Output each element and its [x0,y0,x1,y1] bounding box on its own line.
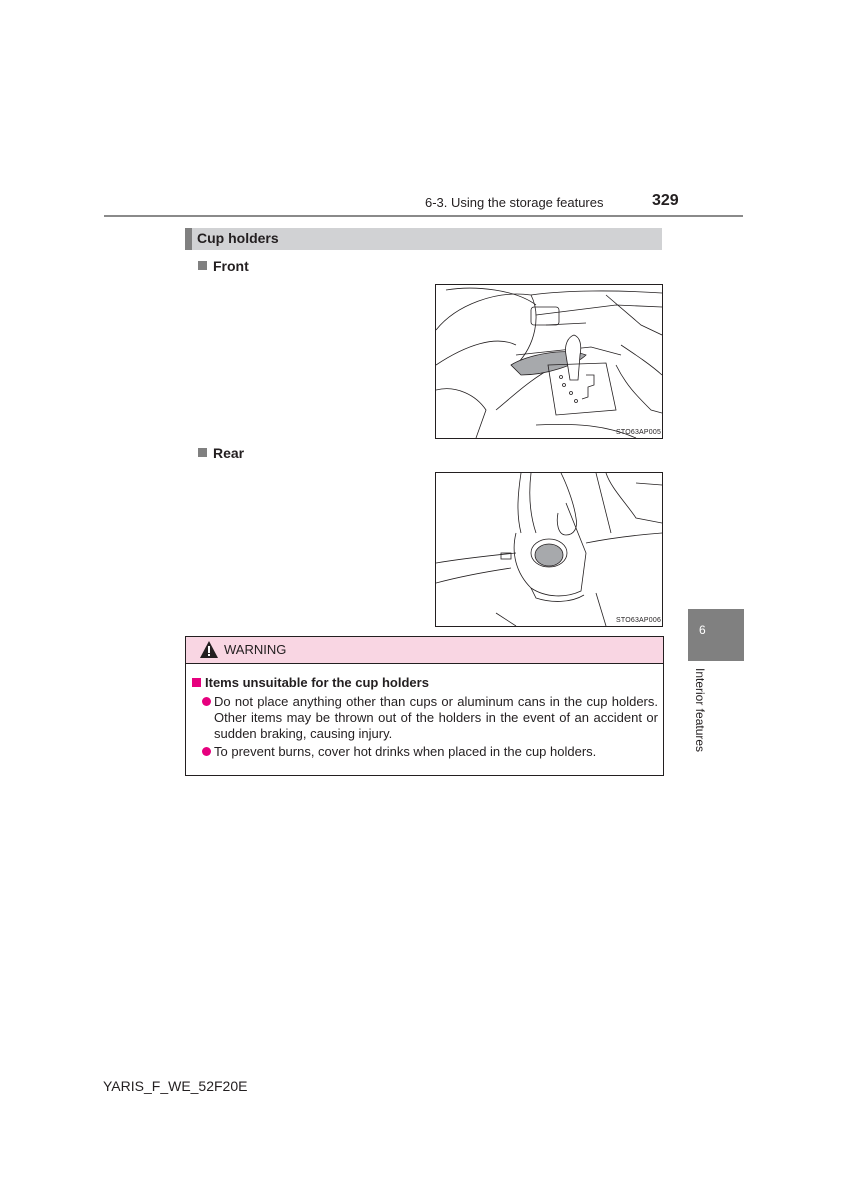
chapter-label: Interior features [693,668,707,753]
front-figure-code: STO63AP005 [616,429,662,436]
subheading-front-label: Front [213,258,249,274]
warning-bullet-text: To prevent burns, cover hot drinks when placed in the cup holders. [214,744,597,759]
warning-box [185,636,664,776]
section-title-bar [185,228,662,250]
footer-code: YARIS_F_WE_52F20E [103,1078,248,1094]
warning-bullet-text: Do not place anything other than cups or aluminum cans in the cup holders. Other items may be thrown out of the holders in the event of an accident or sudden braking, causing injury. [214,694,658,741]
square-bullet-icon [198,261,207,270]
header-divider [104,215,743,217]
magenta-square-icon [192,678,201,687]
chapter-tab[interactable] [688,609,744,661]
subheading-rear-label: Rear [213,445,245,461]
warning-triangle-icon [200,641,218,658]
page-number: 329 [652,192,679,209]
rear-cup-holder-illustration [435,472,663,627]
warning-item-title-text: Items unsuitable for the cup holders [205,675,429,690]
warning-item-title [192,675,429,690]
magenta-dot-icon [202,747,211,756]
subheading-rear [198,445,244,461]
subheading-front [198,258,249,274]
warning-bullet [214,694,658,742]
rear-figure-code: STO63AP006 [616,617,662,624]
warning-header [186,637,663,664]
section-title: Cup holders [197,230,279,246]
section-header: 6-3. Using the storage features [425,195,604,210]
warning-bullet [214,744,658,760]
warning-title: WARNING [224,642,287,657]
square-bullet-icon [198,448,207,457]
magenta-dot-icon [202,697,211,706]
section-title-accent [185,228,192,250]
chapter-number: 6 [699,623,706,637]
front-cup-holder-illustration [435,284,663,439]
